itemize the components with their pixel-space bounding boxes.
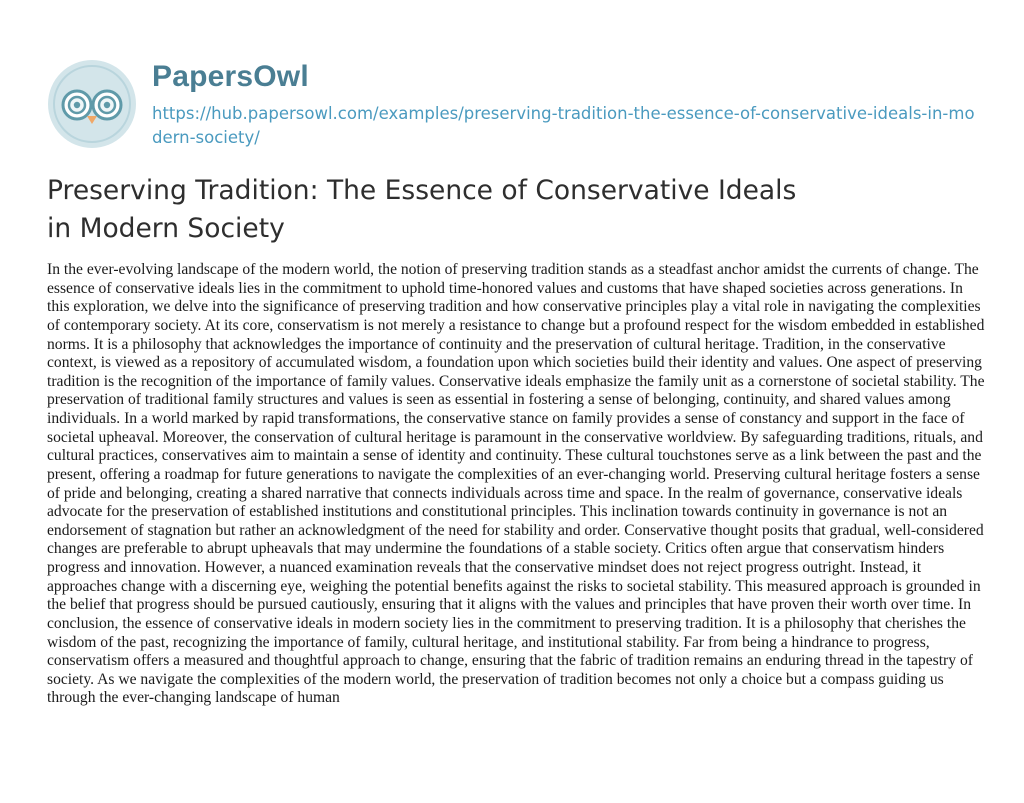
owl-logo-icon[interactable]: [46, 58, 138, 150]
site-header: [46, 58, 986, 158]
article-body: In the ever-evolving landscape of the modern world, the notion of preserving tradition stands as a steadfast anchor amidst the currents of change. The essence of conservative ideals lies in the commitment to uphold time-honored values and customs that have shaped societies across generations. In this exploration, we delve into the significance of preserving tradition and how conservative principles play a vital role in navigating the complexities of contemporary society. At its core, conservatism is not merely a resistance to change but a profound respect for the wisdom embedded in established norms. It is a philosophy that acknowledges the importance of continuity and the preservation of cultural heritage. Tradition, in the conservative context, is viewed as a repository of accumulated wisdom, a foundation upon which societies build their identity and values. One aspect of preserving tradition is the recognition of the importance of family values. Conservative ideals emphasize the family unit as a cornerstone of societal stability. The preservation of traditional family structures and values is seen as essential in fostering a sense of belonging, continuity, and shared values among individuals. In a world marked by rapid transformations, the conservative stance on family provides a sense of constancy and support in the face of societal upheaval. Moreover, the conservation of cultural heritage is paramount in the conservative worldview. By safeguarding traditions, rituals, and cultural practices, conservatives aim to maintain a sense of identity and continuity. These cultural touchstones serve as a link between the past and the present, offering a roadmap for future generations to navigate the complexities of an ever-changing world. Preserving cultural heritage fosters a sense of pride and belonging, creating a shared narrative that connects individuals across time and space. In the realm of governance, conservative ideals advocate for the preservation of established institutions and constitutional principles. This inclination towards continuity in governance is not an endorsement of stagnation but rather an acknowledgment of the need for stability and order. Conservative thought posits that gradual, well-considered changes are preferable to abrupt upheavals that may undermine the foundations of a stable society. Critics often argue that conservatism hinders progress and innovation. However, a nuanced examination reveals that the conservative mindset does not reject progress outright. Instead, it approaches change with a discerning eye, weighing the potential benefits against the risks to societal stability. This measured approach is grounded in the belief that progress should be pursued cautiously, ensuring that it aligns with the values and principles that have proven their worth over time. In conclusion, the essence of conservative ideals in modern society lies in the commitment to preserving tradition. It is a philosophy that cherishes the wisdom of the past, recognizing the importance of family, cultural heritage, and institutional stability. Far from being a hindrance to progress, conservatism offers a measured and thoughtful approach to change, ensuring that the fabric of tradition remains an enduring thread in the tapestry of society. As we navigate the complexities of the modern world, the preservation of tradition becomes not only a choice but a compass guiding us through the ever-changing landscape of human: [47, 261, 985, 707]
source-url-link[interactable]: https://hub.papersowl.com/examples/preserving-tradition-the-essence-of-conservative-ideals-in-modern-society/: [152, 104, 975, 147]
article-title: Preserving Tradition: The Essence of Conservative Ideals in Modern Society: [47, 175, 797, 244]
brand-name[interactable]: PapersOwl: [152, 60, 309, 93]
